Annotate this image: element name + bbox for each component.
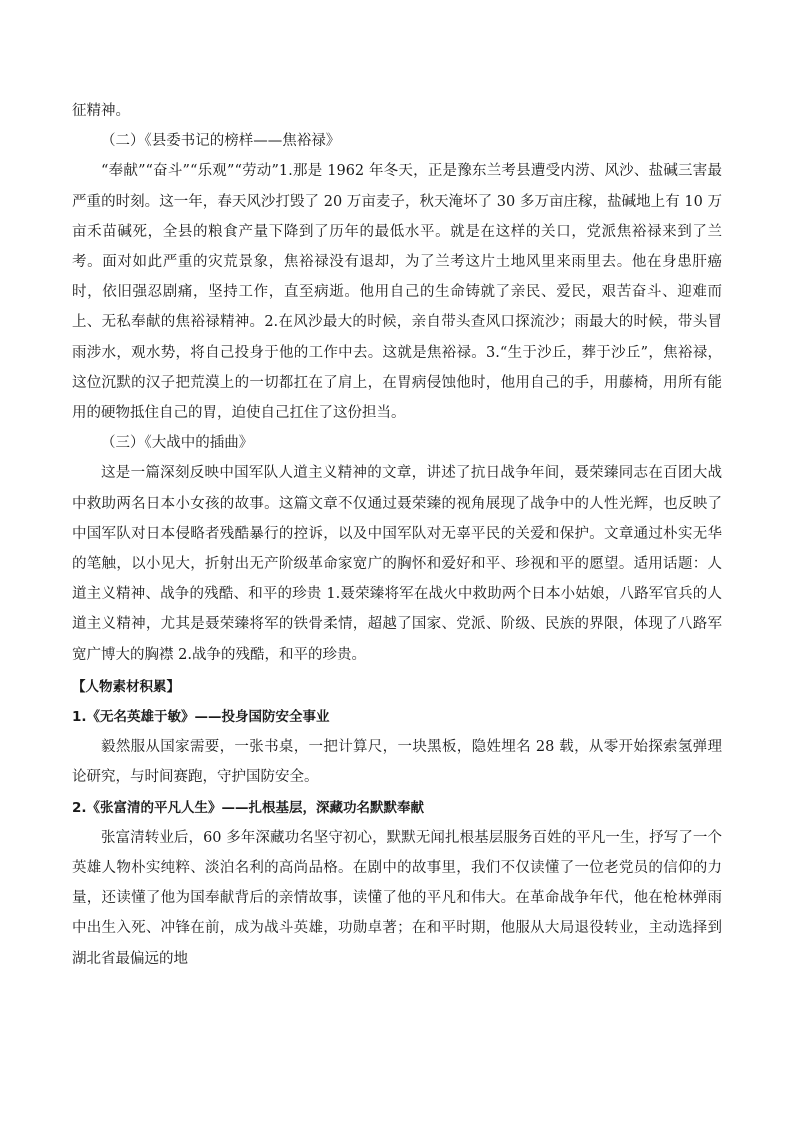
paragraph-jiao-yulu: “奉献”“奋斗”“乐观”“劳动”1.那是 1962 年冬天，正是豫东兰考县遭受内涝、风沙、盐碱三害最严重的时刻。这一年，春天风沙打毁了 20 万亩麦子，秋天淹坏了 30 多万亩庄稼，盐碱地上有 10 万亩禾苗碱死，全县的粮食产量下降到了历年的最低水平。就是在这样的关口，党派焦裕禄来到了兰考。面对如此严重的灾荒景象，焦裕禄没有退却，为了兰考这片土地风里来雨里去。他在身患肝癌时，依旧强忍剧痛，坚持工作，直至病逝。他用自己的生命铸就了亲民、爱民，艰苦奋斗、迎难而上、无私奉献的焦裕禄精神。2.在风沙最大的时候，亲自带头查风口探流沙；雨最大的时候，带头冒雨涉水，观水势，将自己投身于他的工作中去。这就是焦裕禄。3.“生于沙丘，葬于沙丘”，焦裕禄，这位沉默的汉子把荒漠上的一切都扛在了肩上，在胃病侵蚀他时，他用自己的手，用藤椅，用所有能用的硬物抵住自己的胃，迫使自己扛住了这份担当。 bbox=[72, 163, 723, 422]
paragraph-yu-min: 毅然服从国家需要，一张书桌，一把计算尺，一块黑板，隐姓埋名 28 载，从零开始探索氢弹理论研究，与时间赛跑，守护国防安全。 bbox=[72, 739, 722, 786]
heading-zhang-fuqing: 2.《张富清的平凡人生》——扎根基层，深藏功名默默奉献 bbox=[72, 799, 425, 816]
paragraph-war-episode: 这是一篇深刻反映中国军队人道主义精神的文章，讲述了抗日战争年间，聂荣臻同志在百团大战中救助两名日本小女孩的故事。这篇文章不仅通过聂荣臻的视角展现了战争中的人性光辉，也反映了中国军队对日本侵略者残酷暴行的控诉，以及中国军队对无辜平民的关爱和保护。文章通过朴实无华的笔触，以小见大，折射出无产阶级革命家宽广的胸怀和爱好和平、珍视和平的愿望。适用话题：人道主义精神、战争的残酷、和平的珍贵 1.聂荣臻将军在战火中救助两个日本小姑娘，八路军官兵的人道主义精神，尤其是聂荣臻将军的铁骨柔情，超越了国家、党派、阶级、民族的界限，体现了八路军宽广博大的胸襟 2.战争的残酷，和平的珍贵。 bbox=[72, 465, 722, 663]
document-page bbox=[72, 96, 722, 974]
paragraph-ending: 征精神。 bbox=[72, 103, 130, 119]
section-heading-jiao-yulu: （二）《县委书记的榜样——焦裕禄》 bbox=[101, 133, 341, 150]
paragraph-zhang-fuqing: 张富清转业后，60 多年深藏功名坚守初心，默默无闻扎根基层服务百姓的平凡一生，抒写了一个英雄人物朴实纯粹、淡泊名利的高尚品格。在剧中的故事里，我们不仅读懂了一位老党员的信仰的力量，还读懂了他为国奉献背后的亲情故事，读懂了他的平凡和伟大。在革命战争年代，他在枪林弹雨中出生入死、冲锋在前，成为战斗英雄，功勋卓著；在和平时期，他服从大局退役转业，主动选择到湖北省最偏远的地 bbox=[72, 829, 722, 967]
heading-character-material: 【人物素材积累】 bbox=[72, 678, 180, 695]
heading-yu-min: 1.《无名英雄于敏》——投身国防安全事业 bbox=[72, 709, 330, 726]
section-heading-war-episode: （三）《大战中的插曲》 bbox=[101, 435, 254, 452]
